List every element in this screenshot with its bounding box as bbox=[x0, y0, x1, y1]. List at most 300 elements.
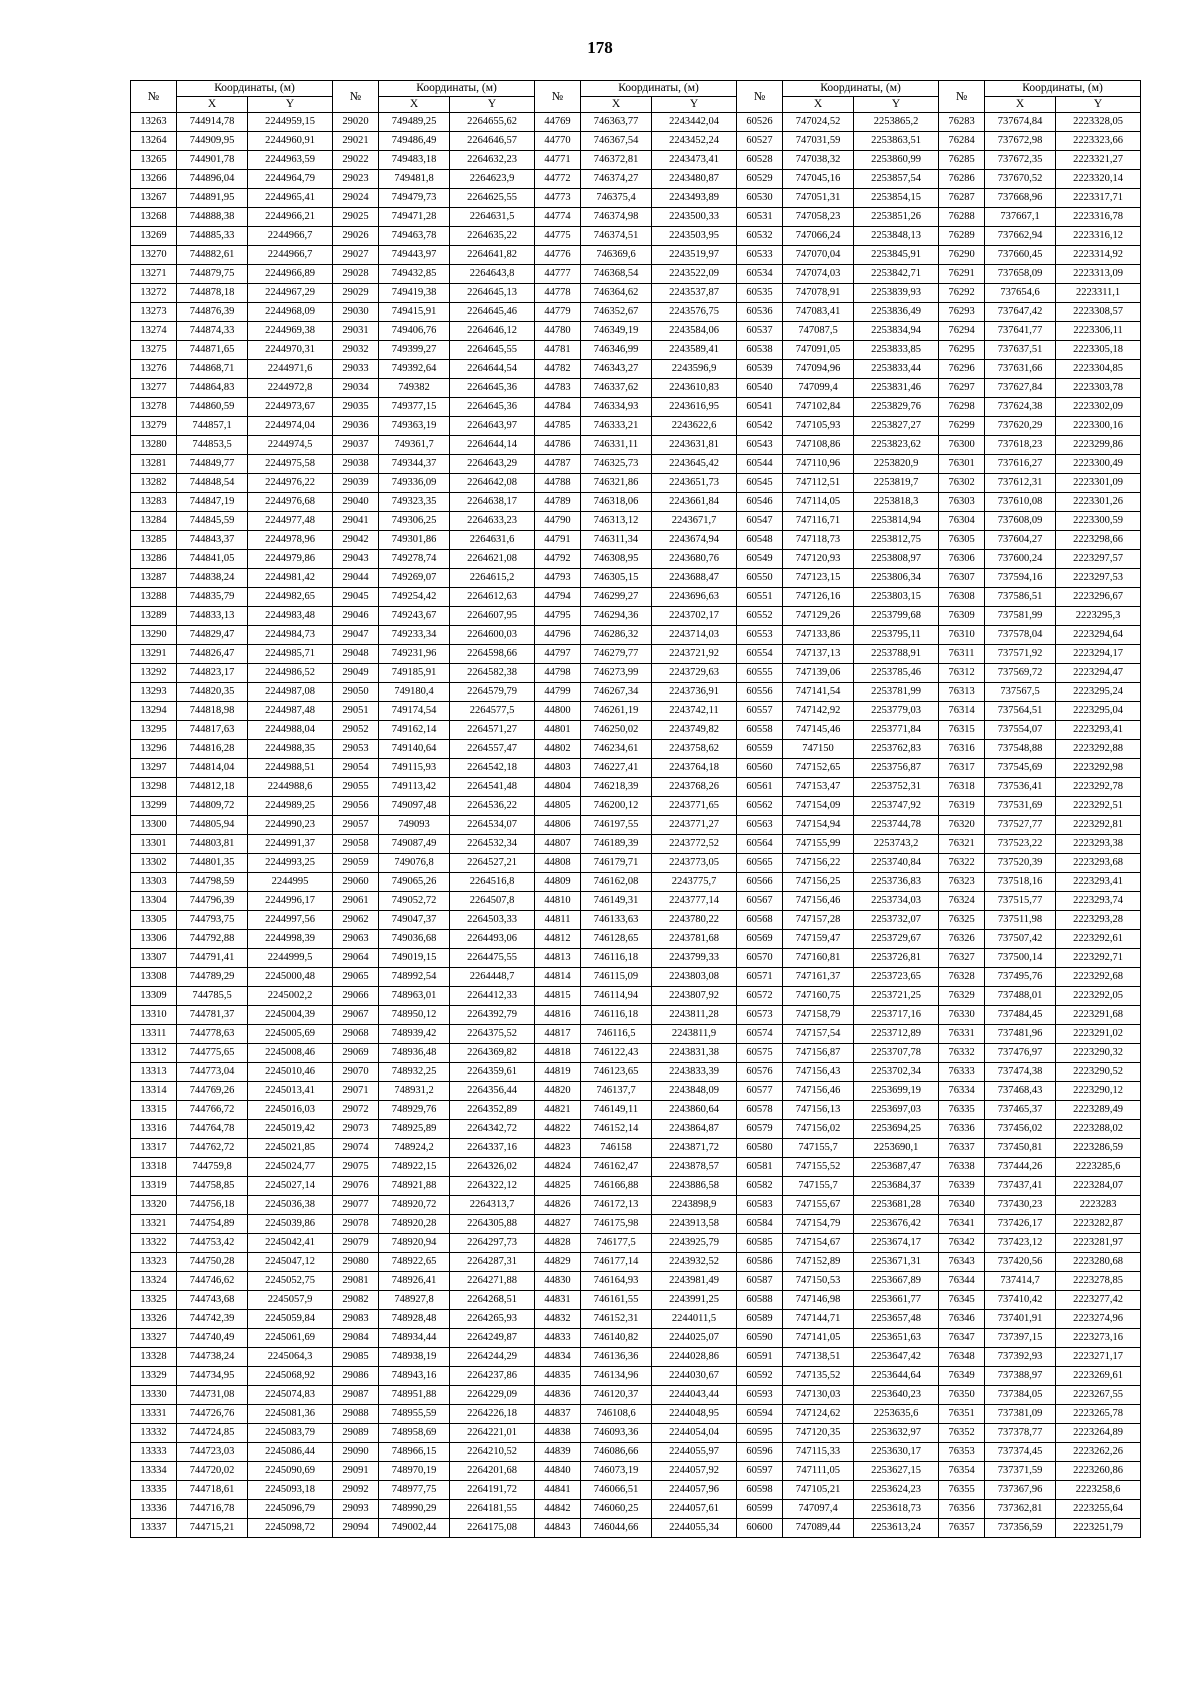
point-number-cell: 60533 bbox=[737, 246, 783, 265]
point-number-cell: 60536 bbox=[737, 303, 783, 322]
point-number-cell: 44776 bbox=[535, 246, 581, 265]
x-coordinate-cell: 749377,15 bbox=[379, 398, 450, 417]
x-coordinate-cell: 746286,32 bbox=[581, 626, 652, 645]
point-number-cell: 44842 bbox=[535, 1500, 581, 1519]
x-coordinate-cell: 747146,98 bbox=[783, 1291, 854, 1310]
y-coordinate-cell: 2245098,72 bbox=[248, 1519, 333, 1538]
y-coordinate-cell: 2223302,09 bbox=[1056, 398, 1141, 417]
point-number-cell: 13295 bbox=[131, 721, 177, 740]
point-number-cell: 13276 bbox=[131, 360, 177, 379]
x-coordinate-cell: 744738,24 bbox=[177, 1348, 248, 1367]
x-coordinate-cell: 744801,35 bbox=[177, 854, 248, 873]
y-coordinate-cell: 2243736,91 bbox=[652, 683, 737, 702]
point-number-cell: 13287 bbox=[131, 569, 177, 588]
point-number-cell: 60556 bbox=[737, 683, 783, 702]
x-coordinate-cell: 748939,42 bbox=[379, 1025, 450, 1044]
table-row bbox=[131, 1310, 1141, 1329]
y-coordinate-cell: 2253803,15 bbox=[854, 588, 939, 607]
x-coordinate-cell: 737444,26 bbox=[985, 1158, 1056, 1177]
x-coordinate-cell: 747083,41 bbox=[783, 303, 854, 322]
x-coordinate-cell: 737511,98 bbox=[985, 911, 1056, 930]
y-coordinate-cell: 2243500,33 bbox=[652, 208, 737, 227]
point-number-cell: 29047 bbox=[333, 626, 379, 645]
x-coordinate-cell: 744833,13 bbox=[177, 607, 248, 626]
point-number-cell: 44826 bbox=[535, 1196, 581, 1215]
y-coordinate-cell: 2244986,52 bbox=[248, 664, 333, 683]
x-coordinate-cell: 737600,24 bbox=[985, 550, 1056, 569]
point-number-cell: 76319 bbox=[939, 797, 985, 816]
x-coordinate-cell: 747153,47 bbox=[783, 778, 854, 797]
y-coordinate-cell: 2244966,7 bbox=[248, 227, 333, 246]
x-coordinate-cell: 746325,73 bbox=[581, 455, 652, 474]
point-number-cell: 13317 bbox=[131, 1139, 177, 1158]
point-number-cell: 29021 bbox=[333, 132, 379, 151]
y-coordinate-cell: 2244988,35 bbox=[248, 740, 333, 759]
x-coordinate-cell: 744901,78 bbox=[177, 151, 248, 170]
y-coordinate-cell: 2253635,6 bbox=[854, 1405, 939, 1424]
x-coordinate-cell: 748924,2 bbox=[379, 1139, 450, 1158]
y-coordinate-cell: 2223317,71 bbox=[1056, 189, 1141, 208]
y-coordinate-cell: 2253712,89 bbox=[854, 1025, 939, 1044]
y-coordinate-cell: 2244987,48 bbox=[248, 702, 333, 721]
point-number-cell: 44802 bbox=[535, 740, 581, 759]
point-number-cell: 76283 bbox=[939, 113, 985, 132]
x-coordinate-cell: 737430,23 bbox=[985, 1196, 1056, 1215]
y-coordinate-cell: 2264541,48 bbox=[450, 778, 535, 797]
x-coordinate-cell: 746364,62 bbox=[581, 284, 652, 303]
x-coordinate-cell: 746044,66 bbox=[581, 1519, 652, 1538]
point-number-cell: 29061 bbox=[333, 892, 379, 911]
x-coordinate-cell: 749471,28 bbox=[379, 208, 450, 227]
x-coordinate-cell: 737604,27 bbox=[985, 531, 1056, 550]
point-number-cell: 13326 bbox=[131, 1310, 177, 1329]
x-coordinate-cell: 737654,6 bbox=[985, 284, 1056, 303]
point-number-cell: 29024 bbox=[333, 189, 379, 208]
point-number-cell: 13307 bbox=[131, 949, 177, 968]
x-coordinate-cell: 749489,25 bbox=[379, 113, 450, 132]
table-row bbox=[131, 778, 1141, 797]
y-coordinate-cell: 2223296,67 bbox=[1056, 588, 1141, 607]
y-coordinate-cell: 2223300,59 bbox=[1056, 512, 1141, 531]
y-coordinate-cell: 2264642,08 bbox=[450, 474, 535, 493]
point-number-cell: 13331 bbox=[131, 1405, 177, 1424]
x-coordinate-cell: 744849,77 bbox=[177, 455, 248, 474]
x-coordinate-cell: 746116,18 bbox=[581, 1006, 652, 1025]
point-number-cell: 76345 bbox=[939, 1291, 985, 1310]
x-coordinate-cell: 744746,62 bbox=[177, 1272, 248, 1291]
y-coordinate-cell: 2264625,55 bbox=[450, 189, 535, 208]
x-coordinate-cell: 744874,33 bbox=[177, 322, 248, 341]
x-coordinate-cell: 747156,22 bbox=[783, 854, 854, 873]
y-coordinate-cell: 2223290,12 bbox=[1056, 1082, 1141, 1101]
y-column-header: Y bbox=[652, 97, 737, 113]
y-coordinate-cell: 2243749,82 bbox=[652, 721, 737, 740]
point-number-cell: 44843 bbox=[535, 1519, 581, 1538]
x-coordinate-cell: 744888,38 bbox=[177, 208, 248, 227]
x-coordinate-cell: 737618,23 bbox=[985, 436, 1056, 455]
y-coordinate-cell: 2223316,78 bbox=[1056, 208, 1141, 227]
y-coordinate-cell: 2223292,98 bbox=[1056, 759, 1141, 778]
x-coordinate-cell: 737641,77 bbox=[985, 322, 1056, 341]
y-coordinate-cell: 2264645,36 bbox=[450, 398, 535, 417]
x-coordinate-cell: 737515,77 bbox=[985, 892, 1056, 911]
point-number-cell: 44789 bbox=[535, 493, 581, 512]
x-coordinate-cell: 737631,66 bbox=[985, 360, 1056, 379]
x-coordinate-cell: 746234,61 bbox=[581, 740, 652, 759]
point-number-cell: 76295 bbox=[939, 341, 985, 360]
x-coordinate-cell: 749076,8 bbox=[379, 854, 450, 873]
y-coordinate-cell: 2245061,69 bbox=[248, 1329, 333, 1348]
x-coordinate-cell: 744756,18 bbox=[177, 1196, 248, 1215]
point-number-cell: 29062 bbox=[333, 911, 379, 930]
point-number-cell: 13336 bbox=[131, 1500, 177, 1519]
y-coordinate-cell: 2253857,54 bbox=[854, 170, 939, 189]
point-number-cell: 76344 bbox=[939, 1272, 985, 1291]
x-coordinate-cell: 746116,5 bbox=[581, 1025, 652, 1044]
x-column-header: X bbox=[379, 97, 450, 113]
point-number-cell: 13318 bbox=[131, 1158, 177, 1177]
table-row bbox=[131, 322, 1141, 341]
point-number-cell: 60550 bbox=[737, 569, 783, 588]
y-coordinate-cell: 2245027,14 bbox=[248, 1177, 333, 1196]
x-coordinate-cell: 746179,71 bbox=[581, 854, 652, 873]
y-coordinate-cell: 2253779,03 bbox=[854, 702, 939, 721]
y-coordinate-cell: 2245021,85 bbox=[248, 1139, 333, 1158]
point-number-cell: 60553 bbox=[737, 626, 783, 645]
x-coordinate-cell: 737484,45 bbox=[985, 1006, 1056, 1025]
point-number-cell: 29030 bbox=[333, 303, 379, 322]
point-number-cell: 60596 bbox=[737, 1443, 783, 1462]
point-number-cell: 44807 bbox=[535, 835, 581, 854]
point-number-cell: 60546 bbox=[737, 493, 783, 512]
point-number-cell: 44816 bbox=[535, 1006, 581, 1025]
point-number-cell: 60540 bbox=[737, 379, 783, 398]
x-coordinate-cell: 737536,41 bbox=[985, 778, 1056, 797]
x-coordinate-cell: 747155,7 bbox=[783, 1177, 854, 1196]
y-coordinate-cell: 2253831,46 bbox=[854, 379, 939, 398]
x-coordinate-cell: 746321,86 bbox=[581, 474, 652, 493]
y-coordinate-cell: 2243631,81 bbox=[652, 436, 737, 455]
y-coordinate-cell: 2264631,5 bbox=[450, 208, 535, 227]
y-coordinate-cell: 2264646,12 bbox=[450, 322, 535, 341]
point-number-cell: 76320 bbox=[939, 816, 985, 835]
y-coordinate-cell: 2253845,91 bbox=[854, 246, 939, 265]
x-coordinate-cell: 737670,52 bbox=[985, 170, 1056, 189]
x-coordinate-cell: 746313,12 bbox=[581, 512, 652, 531]
point-number-cell: 60571 bbox=[737, 968, 783, 987]
x-coordinate-cell: 748977,75 bbox=[379, 1481, 450, 1500]
x-coordinate-cell: 747118,73 bbox=[783, 531, 854, 550]
point-number-cell: 60570 bbox=[737, 949, 783, 968]
x-coordinate-cell: 737567,5 bbox=[985, 683, 1056, 702]
x-coordinate-cell: 746140,82 bbox=[581, 1329, 652, 1348]
y-coordinate-cell: 2264644,14 bbox=[450, 436, 535, 455]
x-coordinate-cell: 744864,83 bbox=[177, 379, 248, 398]
x-coordinate-cell: 744891,95 bbox=[177, 189, 248, 208]
x-coordinate-cell: 746273,99 bbox=[581, 664, 652, 683]
x-coordinate-cell: 749115,93 bbox=[379, 759, 450, 778]
y-coordinate-cell: 2243661,84 bbox=[652, 493, 737, 512]
x-coordinate-cell: 748958,69 bbox=[379, 1424, 450, 1443]
x-coordinate-cell: 747160,75 bbox=[783, 987, 854, 1006]
table-row bbox=[131, 1500, 1141, 1519]
point-number-cell: 44832 bbox=[535, 1310, 581, 1329]
y-coordinate-cell: 2223301,26 bbox=[1056, 493, 1141, 512]
point-number-cell: 44818 bbox=[535, 1044, 581, 1063]
x-coordinate-cell: 747156,02 bbox=[783, 1120, 854, 1139]
y-coordinate-cell: 2223293,41 bbox=[1056, 721, 1141, 740]
y-coordinate-cell: 2244982,65 bbox=[248, 588, 333, 607]
x-coordinate-cell: 737481,96 bbox=[985, 1025, 1056, 1044]
x-coordinate-cell: 746367,54 bbox=[581, 132, 652, 151]
point-number-cell: 76305 bbox=[939, 531, 985, 550]
y-coordinate-cell: 2264633,23 bbox=[450, 512, 535, 531]
y-coordinate-cell: 2243878,57 bbox=[652, 1158, 737, 1177]
table-row bbox=[131, 1044, 1141, 1063]
x-coordinate-cell: 747154,79 bbox=[783, 1215, 854, 1234]
point-number-cell: 44830 bbox=[535, 1272, 581, 1291]
x-coordinate-cell: 746086,66 bbox=[581, 1443, 652, 1462]
y-coordinate-cell: 2223291,68 bbox=[1056, 1006, 1141, 1025]
y-coordinate-cell: 2253829,76 bbox=[854, 398, 939, 417]
point-number-cell: 29049 bbox=[333, 664, 379, 683]
point-number-cell: 60576 bbox=[737, 1063, 783, 1082]
x-coordinate-cell: 746372,81 bbox=[581, 151, 652, 170]
y-coordinate-cell: 2264607,95 bbox=[450, 607, 535, 626]
point-number-cell: 60593 bbox=[737, 1386, 783, 1405]
x-coordinate-cell: 737548,88 bbox=[985, 740, 1056, 759]
y-coordinate-cell: 2264237,86 bbox=[450, 1367, 535, 1386]
y-coordinate-cell: 2223292,61 bbox=[1056, 930, 1141, 949]
x-coordinate-cell: 747135,52 bbox=[783, 1367, 854, 1386]
header-row-top bbox=[131, 81, 1141, 97]
x-coordinate-cell: 737667,1 bbox=[985, 208, 1056, 227]
y-coordinate-cell: 2223304,85 bbox=[1056, 360, 1141, 379]
point-number-cell: 44823 bbox=[535, 1139, 581, 1158]
y-coordinate-cell: 2243729,63 bbox=[652, 664, 737, 683]
table-row bbox=[131, 911, 1141, 930]
x-coordinate-cell: 749399,27 bbox=[379, 341, 450, 360]
point-number-cell: 44835 bbox=[535, 1367, 581, 1386]
point-number-cell: 44825 bbox=[535, 1177, 581, 1196]
x-coordinate-cell: 749382 bbox=[379, 379, 450, 398]
point-number-cell: 60597 bbox=[737, 1462, 783, 1481]
table-row bbox=[131, 151, 1141, 170]
y-coordinate-cell: 2223262,26 bbox=[1056, 1443, 1141, 1462]
x-coordinate-cell: 749036,68 bbox=[379, 930, 450, 949]
point-number-cell: 44794 bbox=[535, 588, 581, 607]
y-coordinate-cell: 2264229,09 bbox=[450, 1386, 535, 1405]
x-coordinate-cell: 747145,46 bbox=[783, 721, 854, 740]
point-number-cell: 76303 bbox=[939, 493, 985, 512]
table-row bbox=[131, 455, 1141, 474]
point-number-cell: 76346 bbox=[939, 1310, 985, 1329]
x-coordinate-cell: 746128,65 bbox=[581, 930, 652, 949]
point-number-cell: 44820 bbox=[535, 1082, 581, 1101]
point-number-cell: 60544 bbox=[737, 455, 783, 474]
x-coordinate-cell: 744826,47 bbox=[177, 645, 248, 664]
y-coordinate-cell: 2244984,73 bbox=[248, 626, 333, 645]
number-column-header: № bbox=[131, 81, 177, 113]
point-number-cell: 76285 bbox=[939, 151, 985, 170]
x-coordinate-cell: 744715,21 bbox=[177, 1519, 248, 1538]
point-number-cell: 76341 bbox=[939, 1215, 985, 1234]
y-coordinate-cell: 2245081,36 bbox=[248, 1405, 333, 1424]
x-coordinate-cell: 737531,69 bbox=[985, 797, 1056, 816]
y-coordinate-cell: 2243696,63 bbox=[652, 588, 737, 607]
x-coordinate-cell: 746149,11 bbox=[581, 1101, 652, 1120]
point-number-cell: 29032 bbox=[333, 341, 379, 360]
x-coordinate-cell: 737616,27 bbox=[985, 455, 1056, 474]
point-number-cell: 44833 bbox=[535, 1329, 581, 1348]
x-coordinate-cell: 749419,38 bbox=[379, 284, 450, 303]
point-number-cell: 60574 bbox=[737, 1025, 783, 1044]
y-coordinate-cell: 2264342,72 bbox=[450, 1120, 535, 1139]
y-coordinate-cell: 2253613,24 bbox=[854, 1519, 939, 1538]
x-coordinate-cell: 737488,01 bbox=[985, 987, 1056, 1006]
point-number-cell: 13283 bbox=[131, 493, 177, 512]
y-coordinate-cell: 2253860,99 bbox=[854, 151, 939, 170]
point-number-cell: 76291 bbox=[939, 265, 985, 284]
x-coordinate-cell: 744843,37 bbox=[177, 531, 248, 550]
y-coordinate-cell: 2244978,96 bbox=[248, 531, 333, 550]
y-column-header: Y bbox=[450, 97, 535, 113]
x-coordinate-cell: 748951,88 bbox=[379, 1386, 450, 1405]
point-number-cell: 44840 bbox=[535, 1462, 581, 1481]
y-coordinate-cell: 2223328,05 bbox=[1056, 113, 1141, 132]
x-coordinate-cell: 749065,26 bbox=[379, 873, 450, 892]
point-number-cell: 44810 bbox=[535, 892, 581, 911]
y-coordinate-cell: 2264448,7 bbox=[450, 968, 535, 987]
point-number-cell: 13273 bbox=[131, 303, 177, 322]
y-coordinate-cell: 2243803,08 bbox=[652, 968, 737, 987]
point-number-cell: 76300 bbox=[939, 436, 985, 455]
x-coordinate-cell: 749336,09 bbox=[379, 474, 450, 493]
x-coordinate-cell: 737668,96 bbox=[985, 189, 1056, 208]
y-coordinate-cell: 2223292,05 bbox=[1056, 987, 1141, 1006]
x-coordinate-cell: 748932,25 bbox=[379, 1063, 450, 1082]
point-number-cell: 13278 bbox=[131, 398, 177, 417]
x-coordinate-cell: 748950,12 bbox=[379, 1006, 450, 1025]
point-number-cell: 76336 bbox=[939, 1120, 985, 1139]
y-coordinate-cell: 2223280,68 bbox=[1056, 1253, 1141, 1272]
y-coordinate-cell: 2244970,31 bbox=[248, 341, 333, 360]
y-coordinate-cell: 2223301,09 bbox=[1056, 474, 1141, 493]
y-coordinate-cell: 2243442,04 bbox=[652, 113, 737, 132]
point-number-cell: 76289 bbox=[939, 227, 985, 246]
point-number-cell: 44814 bbox=[535, 968, 581, 987]
y-coordinate-cell: 2253814,94 bbox=[854, 512, 939, 531]
x-coordinate-cell: 737474,38 bbox=[985, 1063, 1056, 1082]
point-number-cell: 29082 bbox=[333, 1291, 379, 1310]
point-number-cell: 60582 bbox=[737, 1177, 783, 1196]
x-coordinate-cell: 744796,39 bbox=[177, 892, 248, 911]
point-number-cell: 29035 bbox=[333, 398, 379, 417]
point-number-cell: 13293 bbox=[131, 683, 177, 702]
x-coordinate-cell: 744878,18 bbox=[177, 284, 248, 303]
y-coordinate-cell: 2253618,73 bbox=[854, 1500, 939, 1519]
y-coordinate-cell: 2245005,69 bbox=[248, 1025, 333, 1044]
x-coordinate-cell: 746177,14 bbox=[581, 1253, 652, 1272]
y-coordinate-cell: 2243742,11 bbox=[652, 702, 737, 721]
x-coordinate-cell: 746331,11 bbox=[581, 436, 652, 455]
point-number-cell: 44790 bbox=[535, 512, 581, 531]
y-coordinate-cell: 2253743,2 bbox=[854, 835, 939, 854]
x-coordinate-cell: 737612,31 bbox=[985, 474, 1056, 493]
x-coordinate-cell: 747161,37 bbox=[783, 968, 854, 987]
y-coordinate-cell: 2223293,74 bbox=[1056, 892, 1141, 911]
point-number-cell: 29041 bbox=[333, 512, 379, 531]
x-coordinate-cell: 749483,18 bbox=[379, 151, 450, 170]
y-coordinate-cell: 2245016,03 bbox=[248, 1101, 333, 1120]
point-number-cell: 60541 bbox=[737, 398, 783, 417]
point-number-cell: 76302 bbox=[939, 474, 985, 493]
point-number-cell: 60532 bbox=[737, 227, 783, 246]
point-number-cell: 13325 bbox=[131, 1291, 177, 1310]
point-number-cell: 29089 bbox=[333, 1424, 379, 1443]
x-coordinate-cell: 746161,55 bbox=[581, 1291, 652, 1310]
point-number-cell: 44780 bbox=[535, 322, 581, 341]
point-number-cell: 13274 bbox=[131, 322, 177, 341]
table-row bbox=[131, 664, 1141, 683]
y-coordinate-cell: 2223311,1 bbox=[1056, 284, 1141, 303]
y-coordinate-cell: 2244998,39 bbox=[248, 930, 333, 949]
point-number-cell: 29064 bbox=[333, 949, 379, 968]
point-number-cell: 76350 bbox=[939, 1386, 985, 1405]
table-row bbox=[131, 227, 1141, 246]
point-number-cell: 76335 bbox=[939, 1101, 985, 1120]
x-coordinate-cell: 749185,91 bbox=[379, 664, 450, 683]
x-coordinate-cell: 747105,93 bbox=[783, 417, 854, 436]
x-coordinate-cell: 746308,95 bbox=[581, 550, 652, 569]
point-number-cell: 29031 bbox=[333, 322, 379, 341]
y-coordinate-cell: 2223284,07 bbox=[1056, 1177, 1141, 1196]
x-coordinate-cell: 737554,07 bbox=[985, 721, 1056, 740]
point-number-cell: 29087 bbox=[333, 1386, 379, 1405]
x-coordinate-cell: 737674,84 bbox=[985, 113, 1056, 132]
x-coordinate-cell: 749363,19 bbox=[379, 417, 450, 436]
point-number-cell: 60566 bbox=[737, 873, 783, 892]
y-coordinate-cell: 2243519,97 bbox=[652, 246, 737, 265]
y-coordinate-cell: 2264507,8 bbox=[450, 892, 535, 911]
table-row bbox=[131, 1519, 1141, 1538]
x-coordinate-cell: 749002,44 bbox=[379, 1519, 450, 1538]
y-coordinate-cell: 2253827,27 bbox=[854, 417, 939, 436]
y-coordinate-cell: 2245024,77 bbox=[248, 1158, 333, 1177]
y-coordinate-cell: 2253707,78 bbox=[854, 1044, 939, 1063]
point-number-cell: 13305 bbox=[131, 911, 177, 930]
y-coordinate-cell: 2264369,82 bbox=[450, 1044, 535, 1063]
y-coordinate-cell: 2243781,68 bbox=[652, 930, 737, 949]
x-coordinate-cell: 747157,28 bbox=[783, 911, 854, 930]
x-coordinate-cell: 749463,78 bbox=[379, 227, 450, 246]
x-coordinate-cell: 737384,05 bbox=[985, 1386, 1056, 1405]
point-number-cell: 29056 bbox=[333, 797, 379, 816]
point-number-cell: 29071 bbox=[333, 1082, 379, 1101]
x-coordinate-cell: 747154,94 bbox=[783, 816, 854, 835]
y-coordinate-cell: 2245047,12 bbox=[248, 1253, 333, 1272]
y-coordinate-cell: 2264635,22 bbox=[450, 227, 535, 246]
y-coordinate-cell: 2244048,95 bbox=[652, 1405, 737, 1424]
y-coordinate-cell: 2243616,95 bbox=[652, 398, 737, 417]
point-number-cell: 29045 bbox=[333, 588, 379, 607]
y-coordinate-cell: 2253834,94 bbox=[854, 322, 939, 341]
point-number-cell: 44805 bbox=[535, 797, 581, 816]
x-coordinate-cell: 737594,16 bbox=[985, 569, 1056, 588]
x-coordinate-cell: 746374,51 bbox=[581, 227, 652, 246]
y-coordinate-cell: 2253752,31 bbox=[854, 778, 939, 797]
y-coordinate-cell: 2264392,79 bbox=[450, 1006, 535, 1025]
